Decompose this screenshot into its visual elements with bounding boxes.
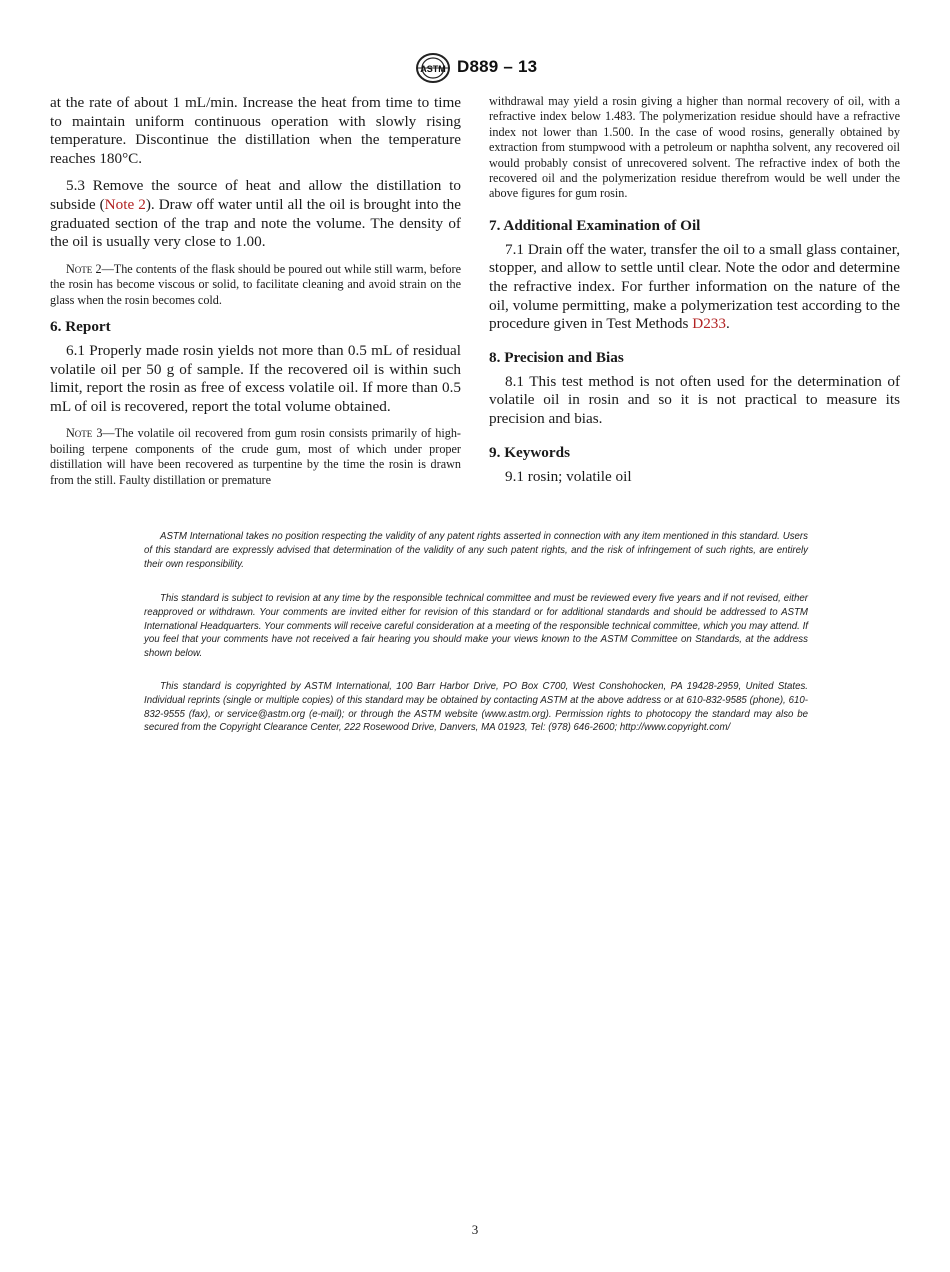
patent-notice-text: ASTM International takes no position respecting the validity of any patent rights asserted in connection with any item mentioned in this standard. Users of this standard are expressly advised that determination of the validity of any such patent rights, and the risk of infringement of such rights, are entirely their own responsibility. <box>144 531 808 570</box>
note-3 <box>50 426 461 488</box>
paragraph-8-1: 8.1 This test method is not often used for the determination of volatile oil in rosin and so it is not practical to measure its precision and bias. <box>489 372 900 427</box>
section-6-heading: 6. Report <box>50 317 111 335</box>
note-2 <box>50 262 461 308</box>
paragraph-7-1 <box>489 241 900 334</box>
paragraph-7-1-text-a: 7.1 Drain off the water, transfer the oil to a small glass container, stopper, and allow to settle until clear. Note the odor and determine the refractive index. For further information on the nature of the oil, volume permitting, make a polymerization test according to the procedure given in Test Methods <box>489 240 900 333</box>
paragraph-5-2-continued: at the rate of about 1 mL/min. Increase the heat from time to time to maintain uniform continuous operation with slowly rising temperature. Discontinue the distillation when the temperature reaches 180°C. <box>50 94 461 167</box>
note-3-label: Note <box>66 426 93 441</box>
paragraph-5-3-text-a: 5.3 Remove the source of heat and allow the distillation to subside ( <box>50 177 461 213</box>
revision-notice-text: This standard is subject to revision at any time by the responsible technical committee and must be reviewed every five years and if not revised, either reapproved or withdrawn. Your comments are invited either for revision of this standard or for additional standards and should be addressed to ASTM International Headquarters. Your comments will receive careful consideration at a meeting of the responsible technical committee, which you may attend. If you feel that your comments have not received a fair hearing you should make your views known to the ASTM Committee on Standards, at the address shown below. <box>144 593 808 660</box>
d233-link[interactable]: D233 <box>692 315 726 333</box>
paragraph-7-1-text-b: . <box>725 315 730 333</box>
note-3-continued: withdrawal may yield a rosin giving a higher than normal recovery of oil, with a refractive index below 1.483. The polymerization residue should have a refractive index not lower than 1.500. In the case of wood rosins, generally obtained by extraction from stumpwood with a petroleum or naphtha solvent, any recovered oil would probably consist of unrecovered solvent. The refractive index of both the recovered oil and the polymerization residue therefrom would be well under the above figures for gum rosin. <box>489 94 900 201</box>
note-2-link[interactable]: Note 2 <box>104 195 146 213</box>
logo-text: ASTM <box>420 64 446 74</box>
paragraph-5-3 <box>50 177 461 251</box>
note-3-text: 3—The volatile oil recovered from gum rosin consists primarily of high-boiling terpene components of the crude gum, most of which under proper distillation will have been recovered as turpentine by the time the rosin is drawn from the still. Faulty distillation or premature <box>50 426 461 487</box>
copyright-notice <box>144 680 808 735</box>
paragraph-5-3-text-b: ). Draw off water until all the oil is brought into the graduated section of the trap and note the volume. The density of the oil is usually very close to 1.00. <box>50 195 462 251</box>
note-2-label: Note <box>66 261 93 276</box>
page-header <box>0 52 950 86</box>
page-number: 3 <box>471 1222 479 1237</box>
section-7-heading: 7. Additional Examination of Oil <box>489 216 701 234</box>
note-2-text: 2—The contents of the flask should be poured out while still warm, before the rosin has become viscous or solid, to facilitate cleaning and avoid strain on the glass when the rosin becomes cold. <box>50 261 461 307</box>
section-8-heading: 8. Precision and Bias <box>489 348 624 366</box>
document-number: D889 – 13 <box>457 57 538 76</box>
patent-notice <box>144 530 808 571</box>
right-column <box>489 94 900 486</box>
left-column <box>50 94 461 488</box>
section-9-heading: 9. Keywords <box>489 443 570 461</box>
copyright-notice-text: This standard is copyrighted by ASTM International, 100 Barr Harbor Drive, PO Box C700, West Conshohocken, PA 19428-2959, United States. Individual reprints (single or multiple copies) of this standard may be obtained by contacting ASTM at the above address or at 610-832-9585 (phone), 610-832-9555 (fax), or service@astm.org (e-mail); or through the ASTM website (www.astm.org). Permission rights to photocopy the standard may also be secured from the Copyright Clearance Center, 222 Rosewood Drive, Danvers, MA 01923, Tel: (978) 646-2600; http://www.copyright.com/ <box>144 681 808 734</box>
paragraph-9-1: 9.1 rosin; volatile oil <box>505 467 632 485</box>
paragraph-6-1: 6.1 Properly made rosin yields not more than 0.5 mL of residual volatile oil per 50 g of sample. If the recovered oil is within such limit, report the rosin as free of excess volatile oil. If more than 0.5 mL of oil is recovered, report the total volume obtained. <box>50 341 461 415</box>
astm-logo-icon <box>415 52 451 84</box>
revision-notice <box>144 592 808 661</box>
